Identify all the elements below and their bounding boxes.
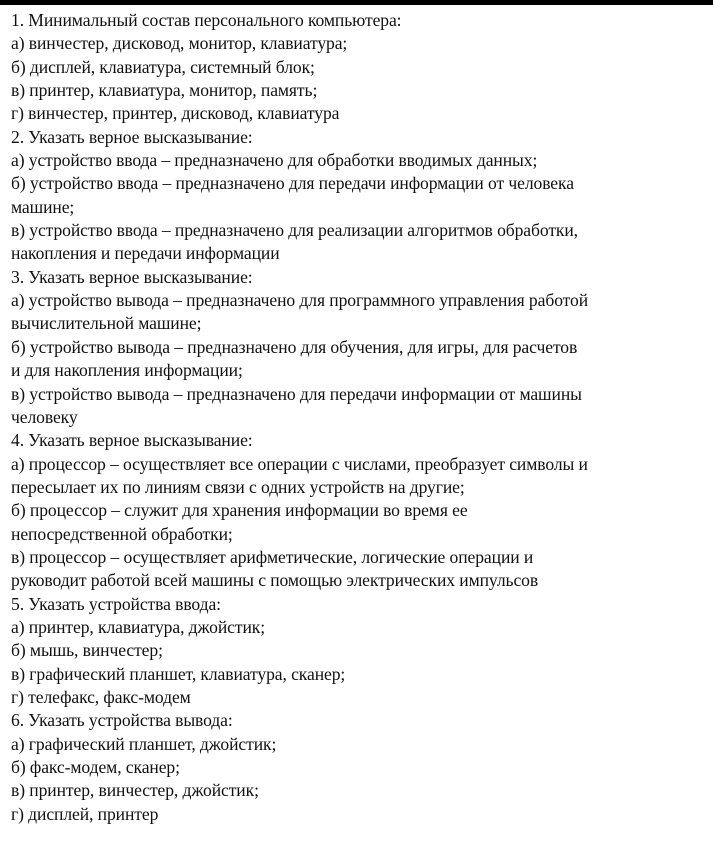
- answer-option-line: накопления и передачи информации: [11, 243, 280, 264]
- answer-option: [11, 686, 703, 709]
- answer-option: [11, 803, 703, 826]
- answer-option-line: а) принтер, клавиатура, джойстик;: [11, 616, 265, 637]
- answer-option-line: в) принтер, клавиатура, монитор, память;: [11, 80, 318, 101]
- answer-option: [11, 499, 703, 546]
- question-block: [11, 709, 703, 826]
- answer-option: [11, 639, 703, 662]
- answer-option: [11, 616, 703, 639]
- question-block: [11, 126, 703, 266]
- answer-option: [11, 102, 703, 125]
- answer-option: [11, 336, 703, 383]
- answer-option-line: б) устройство вывода – предназначено для обучения, для игры, для расчетов: [11, 336, 578, 357]
- question-title: 4. Указать верное высказывание:: [11, 430, 253, 451]
- answer-option-line: б) дисплей, клавиатура, системный блок;: [11, 56, 315, 77]
- answer-option-line: г) винчестер, принтер, дисковод, клавиатура: [11, 103, 340, 124]
- answer-option-line: непосредственной обработки;: [11, 523, 233, 544]
- answer-option-line: в) принтер, винчестер, джойстик;: [11, 780, 259, 801]
- answer-option-line: г) дисплей, принтер: [11, 803, 159, 824]
- answer-option-line: в) процессор – осуществляет арифметические, логические операции и: [11, 546, 534, 567]
- answer-option: [11, 546, 703, 593]
- answer-option: [11, 663, 703, 686]
- answer-option-line: в) устройство ввода – предназначено для реализации алгоритмов обработки,: [11, 220, 578, 241]
- answer-option-line: в) устройство вывода – предназначено для передачи информации от машины: [11, 383, 582, 404]
- answer-option-line: б) процессор – служит для хранения информации во время ее: [11, 500, 468, 521]
- question-title: 2. Указать верное высказывание:: [11, 126, 253, 147]
- answer-option-line: а) винчестер, дисковод, монитор, клавиатура;: [11, 33, 348, 54]
- answer-option-line: и для накопления информации;: [11, 360, 243, 381]
- question-title: 1. Минимальный состав персонального компьютера:: [11, 10, 402, 30]
- answer-option-line: руководит работой всей машины с помощью электрических импульсов: [11, 570, 539, 591]
- answer-option: [11, 779, 703, 802]
- answer-option-line: вычислительной машине;: [11, 313, 202, 334]
- answer-option: [11, 32, 703, 55]
- answer-option: [11, 289, 703, 336]
- answer-option: [11, 383, 703, 430]
- answer-option-line: а) процессор – осуществляет все операции с числами, преобразует символы и: [11, 453, 588, 474]
- answer-option-line: б) устройство ввода – предназначено для передачи информации от человека: [11, 173, 574, 194]
- question-title: 5. Указать устройства ввода:: [11, 593, 221, 614]
- answer-option: [11, 733, 703, 756]
- answer-option-line: а) устройство вывода – предназначено для программного управления работой: [11, 290, 589, 311]
- answer-option: [11, 149, 703, 172]
- answer-option-line: г) телефакс, факс-модем: [11, 686, 191, 707]
- answer-option-line: б) факс-модем, сканер;: [11, 757, 180, 777]
- answer-option: [11, 56, 703, 79]
- question-block: [11, 593, 703, 710]
- question-block: [11, 266, 703, 429]
- question-block: [11, 9, 703, 126]
- question-title: 3. Указать верное высказывание:: [11, 266, 253, 287]
- question-block: [11, 429, 703, 592]
- top-border: [0, 0, 713, 5]
- answer-option-line: б) мышь, винчестер;: [11, 640, 163, 661]
- answer-option: [11, 79, 703, 102]
- question-title: 6. Указать устройства вывода:: [11, 710, 233, 731]
- answer-option: [11, 219, 703, 266]
- answer-option: [11, 172, 703, 219]
- answer-option-line: а) графический планшет, джойстик;: [11, 733, 277, 754]
- quiz-document: [11, 9, 703, 826]
- answer-option-line: человеку: [11, 406, 78, 427]
- answer-option: [11, 756, 703, 779]
- answer-option: [11, 453, 703, 500]
- answer-option-line: а) устройство ввода – предназначено для обработки вводимых данных;: [11, 150, 538, 171]
- answer-option-line: машине;: [11, 196, 75, 217]
- answer-option-line: пересылает их по линиям связи с одних устройств на другие;: [11, 476, 465, 497]
- answer-option-line: в) графический планшет, клавиатура, сканер;: [11, 663, 346, 684]
